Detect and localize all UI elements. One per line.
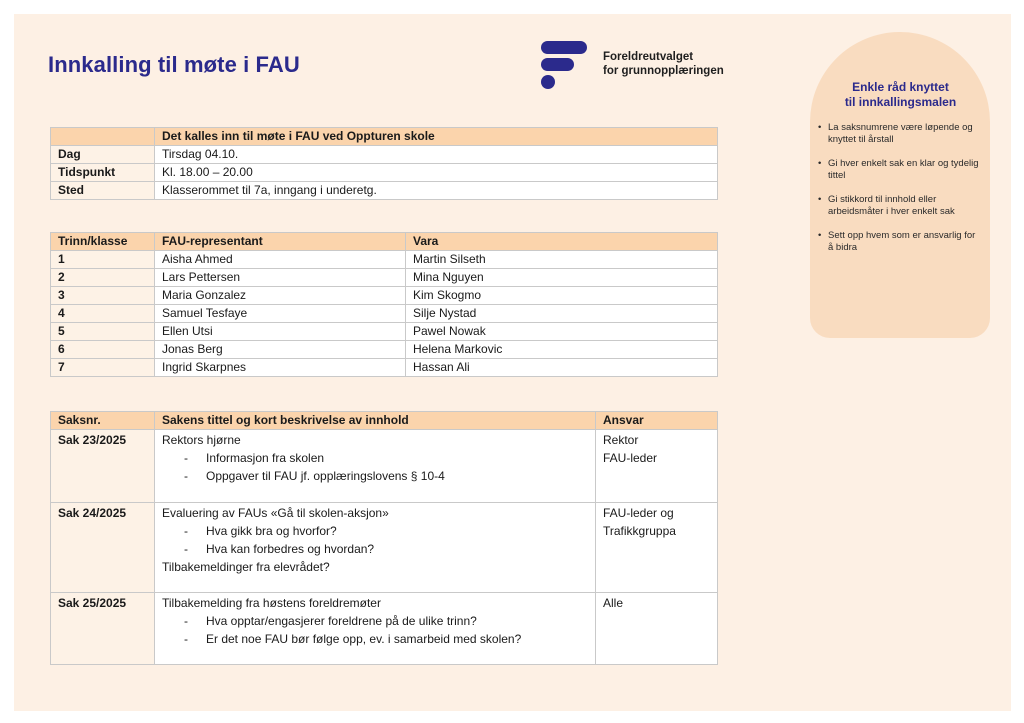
substitute-cell: Pawel Nowak	[406, 323, 718, 341]
case-responsible	[596, 503, 718, 593]
table-row	[51, 269, 718, 287]
substitute-cell: Kim Skogmo	[406, 287, 718, 305]
table-row	[51, 251, 718, 269]
substitute-cell: Helena Markovic	[406, 341, 718, 359]
table-row	[51, 341, 718, 359]
case-subitem: - Hva gikk bra og hvorfor?	[162, 522, 588, 540]
table-row	[51, 164, 718, 182]
case-responsible	[596, 430, 718, 503]
representative-cell: Aisha Ahmed	[155, 251, 406, 269]
substitute-cell: Martin Silseth	[406, 251, 718, 269]
tips-title-line-2: til innkallingsmalen	[844, 95, 957, 109]
representative-cell: Jonas Berg	[155, 341, 406, 359]
table-header: Det kalles inn til møte i FAU ved Oppturen skole	[155, 128, 718, 146]
representative-cell: Ingrid Skarpnes	[155, 359, 406, 377]
table-row	[51, 287, 718, 305]
table-header-row	[51, 412, 718, 430]
column-header: Trinn/klasse	[51, 233, 155, 251]
case-description	[155, 503, 596, 593]
case-title: Tilbakemelding fra høstens foreldremøter	[162, 596, 381, 610]
column-header: FAU-representant	[155, 233, 406, 251]
tips-title	[818, 80, 983, 110]
row-label: Tidspunkt	[51, 164, 155, 182]
column-header: Sakens tittel og kort beskrivelse av innhold	[155, 412, 596, 430]
case-number: Sak 24/2025	[51, 503, 155, 593]
case-subitem: - Hva kan forbedres og hvordan?	[162, 540, 588, 558]
case-responsible	[596, 593, 718, 665]
representative-cell: Samuel Tesfaye	[155, 305, 406, 323]
grade-cell: 1	[51, 251, 155, 269]
case-subitem: - Oppgaver til FAU jf. opplæringslovens § 10-4	[162, 467, 588, 485]
table-row	[51, 305, 718, 323]
fug-logo-icon	[540, 40, 588, 92]
case-description	[155, 430, 596, 503]
grade-cell: 5	[51, 323, 155, 341]
table-row	[51, 593, 718, 665]
tip-item: • La saksnumrene være løpende og knyttet til årstall	[815, 122, 980, 145]
substitute-cell: Hassan Ali	[406, 359, 718, 377]
case-title: Rektors hjørne	[162, 433, 241, 447]
case-subitem: - Informasjon fra skolen	[162, 449, 588, 467]
substitute-cell: Mina Nguyen	[406, 269, 718, 287]
case-extra: Tilbakemeldinger fra elevrådet?	[162, 560, 330, 574]
row-label: Dag	[51, 146, 155, 164]
case-subitem: - Hva opptar/engasjerer foreldrene på de ulike trinn?	[162, 612, 588, 630]
table-header-row	[51, 233, 718, 251]
responsible-line: Trafikkgruppa	[603, 524, 676, 538]
tip-item: • Sett opp hvem som er ansvarlig for å bidra	[815, 230, 980, 253]
case-title: Evaluering av FAUs «Gå til skolen-aksjon»	[162, 506, 389, 520]
table-header-row	[51, 128, 718, 146]
grade-cell: 4	[51, 305, 155, 323]
row-value: Klasserommet til 7a, inngang i underetg.	[155, 182, 718, 200]
column-header: Saksnr.	[51, 412, 155, 430]
tip-item: • Gi stikkord til innhold eller arbeidsmåter i hver enkelt sak	[815, 194, 980, 217]
row-value: Tirsdag 04.10.	[155, 146, 718, 164]
case-description	[155, 593, 596, 665]
logo-line-2: for grunnopplæringen	[603, 65, 724, 77]
responsible-line: Alle	[603, 596, 624, 610]
responsible-line: Rektor	[603, 433, 639, 447]
representative-cell: Ellen Utsi	[155, 323, 406, 341]
table-row	[51, 146, 718, 164]
case-subitem: - Er det noe FAU bør følge opp, ev. i samarbeid med skolen?	[162, 630, 588, 648]
table-row	[51, 359, 718, 377]
meeting-details-table	[50, 127, 718, 200]
tip-item: • Gi hver enkelt sak en klar og tydelig tittel	[815, 158, 980, 181]
logo-line-1: Foreldreutvalget	[603, 51, 694, 63]
case-number: Sak 25/2025	[51, 593, 155, 665]
grade-cell: 2	[51, 269, 155, 287]
substitute-cell: Silje Nystad	[406, 305, 718, 323]
row-value: Kl. 18.00 – 20.00	[155, 164, 718, 182]
logo-text	[603, 50, 724, 78]
grade-cell: 3	[51, 287, 155, 305]
case-number: Sak 23/2025	[51, 430, 155, 503]
tips-title-line-1: Enkle råd knyttet	[852, 80, 949, 94]
page-title: Innkalling til møte i FAU	[48, 52, 300, 77]
representative-cell: Lars Pettersen	[155, 269, 406, 287]
table-row	[51, 503, 718, 593]
column-header: Ansvar	[596, 412, 718, 430]
representative-cell: Maria Gonzalez	[155, 287, 406, 305]
responsible-line: FAU-leder og	[603, 506, 674, 520]
table-row	[51, 182, 718, 200]
table-header-empty	[51, 128, 155, 146]
column-header: Vara	[406, 233, 718, 251]
table-row	[51, 430, 718, 503]
row-label: Sted	[51, 182, 155, 200]
grade-cell: 7	[51, 359, 155, 377]
table-row	[51, 323, 718, 341]
agenda-table	[50, 411, 718, 665]
responsible-line: FAU-leder	[603, 451, 658, 465]
representatives-table	[50, 232, 718, 377]
grade-cell: 6	[51, 341, 155, 359]
tips-list	[815, 122, 980, 266]
